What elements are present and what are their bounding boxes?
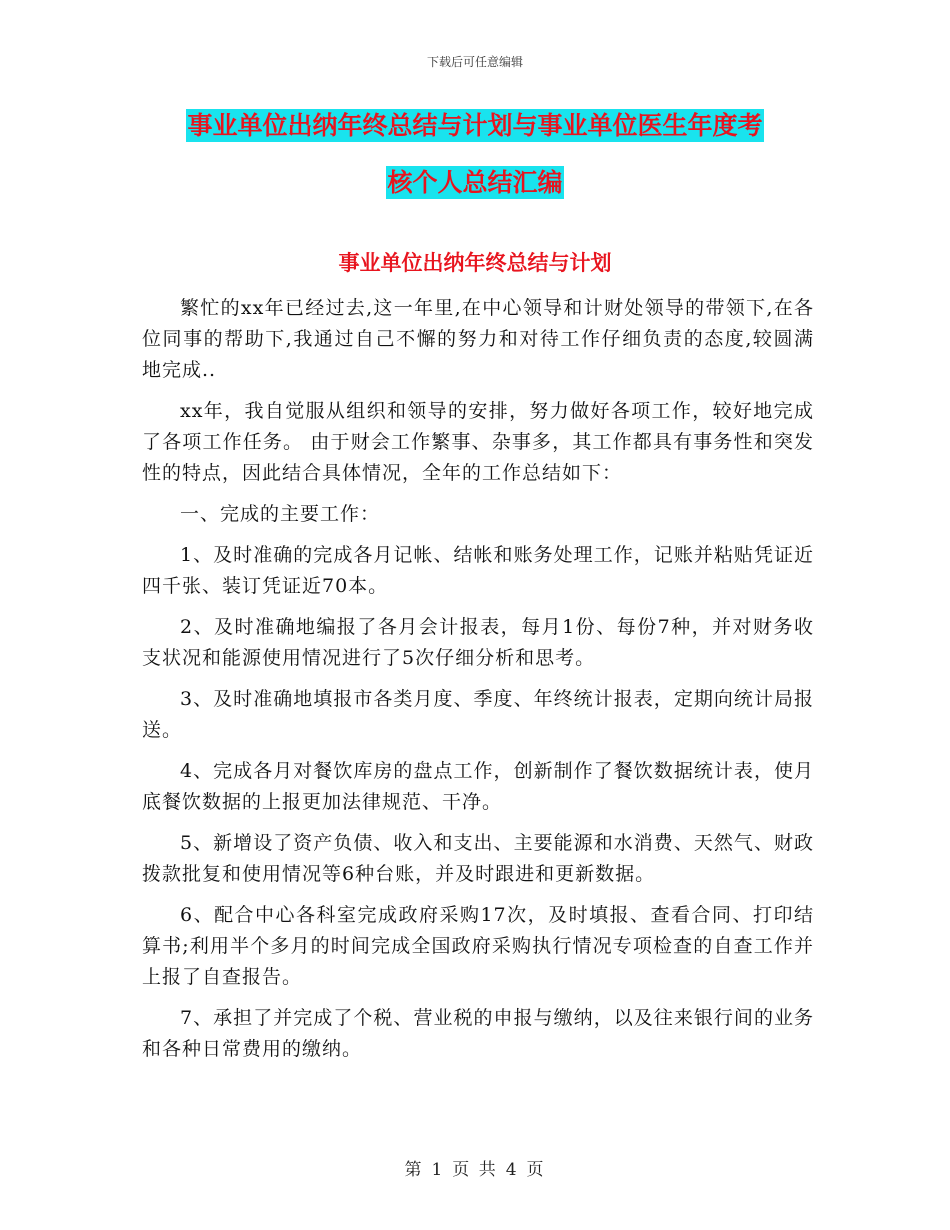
footer-suffix: 页	[526, 1160, 546, 1180]
title-line-2: 核个人总结汇编	[387, 168, 563, 197]
section-title: 事业单位出纳年终总结与计划	[338, 251, 612, 275]
footer-prefix: 第	[404, 1160, 424, 1180]
paragraph: xx年，我自觉服从组织和领导的安排，努力做好各项工作，较好地完成了各项工作任务。 由于财会工作繁事、杂事多，其工作都具有事务性和突发性的特点，因此结合具体情况，全年的工作总结如下：	[142, 400, 814, 484]
paragraph: 繁忙的xx年已经过去,这一年里,在中心领导和计财处领导的带领下,在各位同事的帮助下,我通过自己不懈的努力和对待工作仔细负责的态度,较圆满地完成..	[142, 297, 814, 381]
paragraph: 一、完成的主要工作：	[180, 503, 381, 525]
paragraph: 7、承担了并完成了个税、营业税的申报与缴纳，以及往来银行间的业务和各种日常费用的缴纳。	[142, 1007, 814, 1060]
title-line-1: 事业单位出纳年终总结与计划与事业单位医生年度考	[187, 111, 763, 140]
body-text	[142, 293, 814, 1075]
header-note: 下载后可任意编辑	[426, 55, 523, 69]
paragraph: 1、及时准确的完成各月记帐、结帐和账务处理工作，记账并粘贴凭证近四千张、装订凭证近70本。	[142, 544, 814, 597]
paragraph: 5、新增设了资产负债、收入和支出、主要能源和水消费、天然气、财政拨款批复和使用情况等6种台账，并及时跟进和更新数据。	[142, 832, 814, 885]
paragraph: 3、及时准确地填报市各类月度、季度、年终统计报表，定期向统计局报送。	[142, 688, 814, 741]
paragraph: 6、配合中心各科室完成政府采购17次，及时填报、查看合同、打印结算书;利用半个多月的时间完成全国政府采购执行情况专项检查的自查工作并上报了自查报告。	[142, 904, 814, 988]
footer-page-number: 1	[431, 1160, 445, 1180]
document-title	[0, 110, 950, 224]
paragraph: 2、及时准确地编报了各月会计报表，每月1份、每份7种，并对财务收支状况和能源使用情况进行了5次仔细分析和思考。	[142, 616, 814, 669]
page-footer	[0, 1155, 950, 1180]
footer-mid: 页 共	[452, 1160, 498, 1180]
paragraph: 4、完成各月对餐饮库房的盘点工作，创新制作了餐饮数据统计表，使月底餐饮数据的上报更加法律规范、干净。	[142, 760, 814, 813]
footer-total-pages: 4	[505, 1160, 519, 1180]
